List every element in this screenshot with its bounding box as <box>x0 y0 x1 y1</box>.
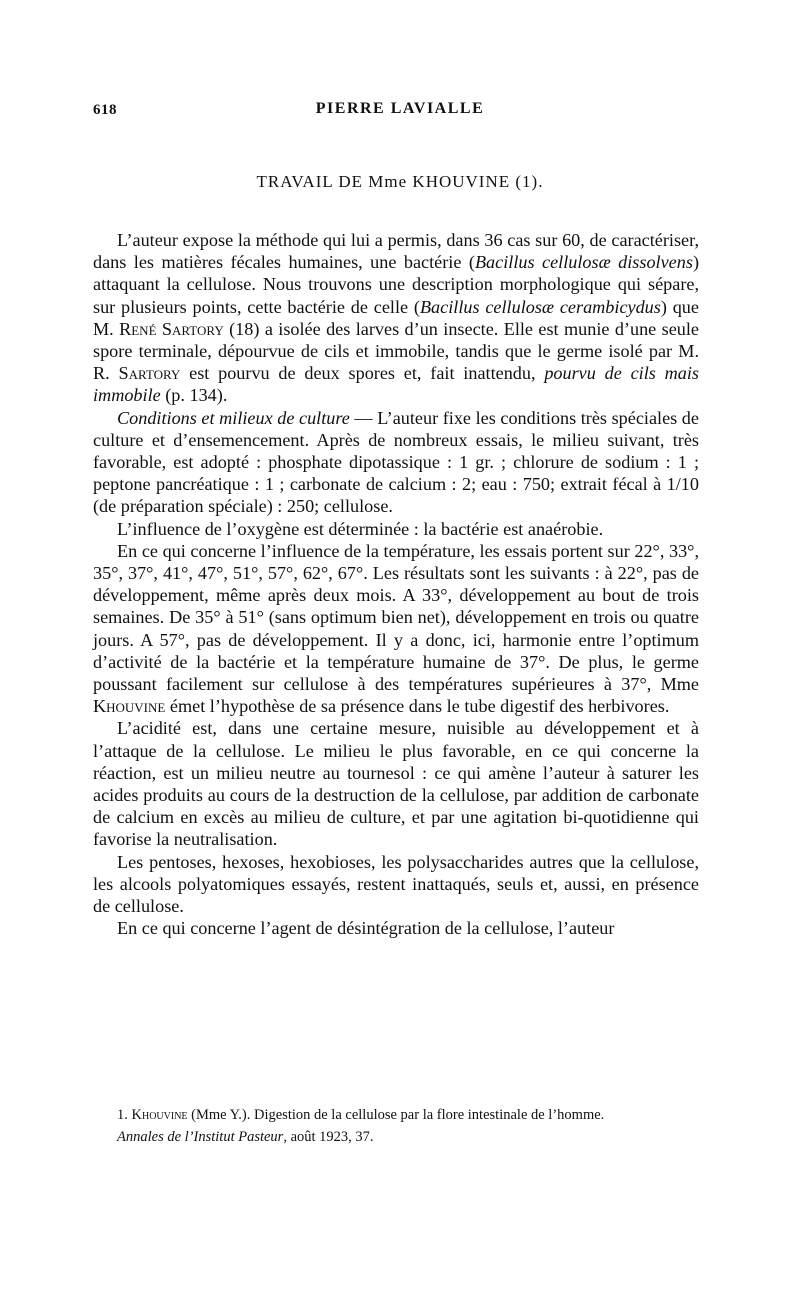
text-run: L’auteur expose la méthode qui lui a permis, dans 36 cas sur 60, de caractériser, dans les matières fécales humaines, une bactérie ( <box>93 230 699 273</box>
paragraph-5 <box>93 717 699 850</box>
footnote <box>93 1104 699 1148</box>
text-run: , août 1923, 37. <box>283 1129 374 1145</box>
text-run: est pourvu de deux spores et, fait inattendu, <box>180 363 545 384</box>
author-name: Khouvine <box>131 1107 188 1123</box>
author-name: Sartory <box>118 363 181 384</box>
species-name: Bacillus cellulosæ dissolvens <box>474 252 693 273</box>
author-name: Khouvine <box>93 696 166 717</box>
running-head: PIERRE LAVIALLE <box>315 100 485 117</box>
italic-quote: pourvu de cils mais immobile <box>93 363 699 406</box>
text-run: L’acidité est, dans une certaine mesure, nuisible au développement et à l’attaque de la cellulose. Le milieu le plus favorable, en ce qui concerne la réaction, est un milieu neutre au tournesol : ce qui amène l’auteur à saturer les acides produits au cours de la destruction de la cellulose, par addition de carbonate de calcium en excès au milieu de culture, et par une agitation bi-quotidienne qui favorise la neutralisation. <box>93 718 699 850</box>
author-name: René Sartory <box>119 318 224 339</box>
text-run: (p. 134). <box>160 385 228 406</box>
paragraph-1 <box>93 229 699 407</box>
paragraph-4 <box>93 540 699 718</box>
paragraph-3 <box>93 518 699 540</box>
text-run: ) que M. <box>93 296 699 339</box>
subheading: Conditions et milieux de culture <box>117 407 350 428</box>
text-run: (Mme Y.). Digestion de la cellulose par la flore intestinale de l’homme. <box>187 1107 605 1123</box>
text-run: Les pentoses, hexoses, hexobioses, les polysaccharides autres que la cellulose, les alcools polyatomiques essayés, restent inattaqués, seuls et, aussi, en présence de cellulose. <box>93 851 699 917</box>
section-title: TRAVAIL DE Mme KHOUVINE (1). <box>256 172 544 191</box>
text-run: émet l’hypothèse de sa présence dans le tube digestif des herbivores. <box>165 696 670 717</box>
journal-title: Annales de l’Institut Pasteur <box>117 1129 284 1145</box>
text-run: En ce qui concerne l’agent de désintégration de la cellulose, l’auteur <box>117 918 615 939</box>
species-name: Bacillus cellulosæ cerambicydus <box>419 296 661 317</box>
article-body <box>93 229 699 940</box>
text-run: ) attaquant la cellulose. Nous trouvons une description morphologique qui sépare, sur plusieurs points, cette bactérie de celle ( <box>93 252 699 317</box>
text-run: — L’auteur fixe les conditions très spéciales de culture et d’ensemencement. Après de nombreux essais, le milieu suivant, très favorable, est adopté : phosphate dipotassique : 1 gr. ; chlorure de sodium : 1 ; peptone pancréatique : 1 ; carbonate de calcium : 2; eau : 750; extrait fécal à 1/10 (de préparation spéciale) : 250; cellulose. <box>93 407 699 517</box>
page-number: 618 <box>93 102 117 118</box>
paragraph-6 <box>93 851 699 918</box>
paragraph-7 <box>93 917 699 939</box>
footnote-text <box>93 1104 699 1148</box>
footnote-marker: 1. <box>117 1107 132 1123</box>
paragraph-2 <box>93 407 699 518</box>
text-run: (18) a isolée des larves d’un insecte. Elle est munie d’une seule spore terminale, dépourvue de cils et immobile, tandis que le germe isolé par M. R. <box>93 318 699 384</box>
text-run: En ce qui concerne l’influence de la température, les essais portent sur 22°, 33°, 35°, 37°, 41°, 47°, 51°, 57°, 62°, 67°. Les résultats sont les suivants : à 22°, pas de développement, même après deux mois. A 33°, développement au bout de trois semaines. De 35° à 51° (sans optimum bien net), développement en trois ou quatre jours. A 57°, pas de développement. Il y a donc, ici, harmonie entre l’optimum d’activité de la bactérie et la température humaine de 37°. De plus, le germe poussant facilement sur cellulose à des températures supérieures à 37°, Mme <box>93 540 699 695</box>
text-run: L’influence de l’oxygène est déterminée : la bactérie est anaérobie. <box>117 518 604 539</box>
